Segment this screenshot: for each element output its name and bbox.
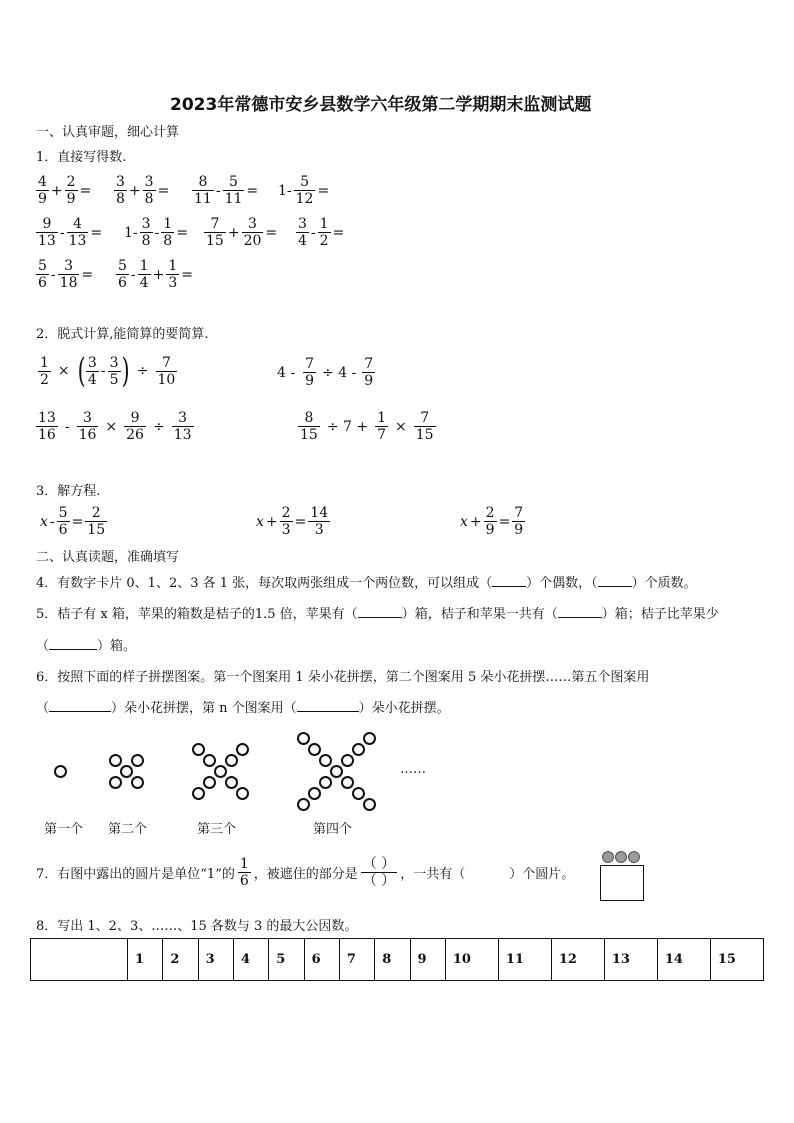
flower-circle xyxy=(308,743,321,756)
answer-blank[interactable] xyxy=(49,711,111,712)
q1-item: 1- $\frac{3}{8}$ - $\frac{1}{8}$ = xyxy=(124,216,188,249)
section-2-heading: 二、认真读题，准确填写 xyxy=(36,550,180,565)
fraction: $\frac{8}{15}$ xyxy=(300,410,318,443)
fraction: $\frac{1}{2}$ xyxy=(319,216,329,249)
fraction: $\frac{7}{10}$ xyxy=(157,354,176,388)
flower-circle xyxy=(319,754,332,767)
fraction: $\frac{5}{6}$ xyxy=(38,258,47,291)
q1-item: $\frac{3}{4}$ - $\frac{1}{2}$ = xyxy=(298,216,345,249)
fraction: $\frac{2}{9}$ xyxy=(66,174,76,207)
q1-item: $\frac{5}{6}$ - $\frac{3}{18}$ = xyxy=(38,258,94,291)
question-8-label: 8．写出 1、2、3、……、15 各数与 3 的最大公因数。 xyxy=(36,919,358,934)
table-header-cell: 5 xyxy=(269,939,304,981)
table-header-cell: 3 xyxy=(198,939,233,981)
fraction: $\frac{1}{4}$ xyxy=(139,258,149,291)
fraction: $\frac{7}{9}$ xyxy=(364,356,374,389)
flower-circle xyxy=(131,754,144,767)
answer-blank[interactable] xyxy=(358,617,402,618)
fraction: $\frac{4}{9}$ xyxy=(38,174,47,207)
fraction: $\frac{5}{6}$ xyxy=(58,505,68,538)
table-header-cell: 1 xyxy=(128,939,163,981)
flower-circle xyxy=(236,743,249,756)
question-6: 6．按照下面的样子拼摆图案。第一个图案用 1 朵小花拼摆，第二个图案用 5 朵小花拼摆……第五个图案用 xyxy=(36,670,650,685)
table-header-cell: 11 xyxy=(498,939,551,981)
fraction: $\frac{3}{16}$ xyxy=(78,410,97,443)
flower-circle xyxy=(297,732,310,745)
table-header-cell: 4 xyxy=(233,939,268,981)
q2-expression-3: $\frac{13}{16}$ - $\frac{3}{16}$ × $\frac{9}{26}$ ÷ $\frac{3}{13}$ xyxy=(38,410,192,443)
flower-circle xyxy=(225,776,238,789)
pattern-label-3: 第三个 xyxy=(197,822,237,837)
ellipsis: …… xyxy=(400,762,426,777)
q3-equation-3: x + $\frac{2}{9}$ = $\frac{7}{9}$ xyxy=(460,505,524,538)
fraction: $\frac{2}{9}$ xyxy=(485,505,495,538)
q2-expression-4: $\frac{8}{15}$ ÷ 7 + $\frac{1}{7}$ × $\frac{7}{15}$ xyxy=(300,410,434,443)
flower-circle xyxy=(203,754,216,767)
fraction: $\frac{( )}{( )}$ xyxy=(362,856,396,889)
fraction: $\frac{3}{20}$ xyxy=(243,216,262,249)
fraction: $\frac{9}{26}$ xyxy=(126,410,144,443)
fraction: $\frac{5}{11}$ xyxy=(224,174,243,207)
fraction: $\frac{2}{15}$ xyxy=(87,505,106,538)
flower-circle xyxy=(214,765,227,778)
question-3-label: 3．解方程. xyxy=(36,484,101,499)
flower-circle xyxy=(54,765,67,778)
table-header-cell: 6 xyxy=(304,939,339,981)
table-header-cell: 12 xyxy=(551,939,604,981)
cover-box xyxy=(600,865,644,901)
q1-item: $\frac{5}{6}$ - $\frac{1}{4}$ + $\frac{1}{3}$ = xyxy=(118,258,193,291)
section-1-heading: 一、认真审题，细心计算 xyxy=(36,125,180,140)
question-7: 7．右图中露出的圆片是单位“1”的 $\frac{1}{6}$ ，被遮住的部分是 $\frac{( )}{( )}$ ，一共有（ ）个圆片。 xyxy=(36,856,575,889)
table-header-cell: 15 xyxy=(710,939,763,981)
question-5-cont: （ ）箱。 xyxy=(36,639,137,654)
fraction: $\frac{1}{6}$ xyxy=(239,856,249,889)
flower-circle xyxy=(330,765,343,778)
pattern-label-4: 第四个 xyxy=(313,822,353,837)
q1-item: $\frac{3}{8}$ + $\frac{3}{8}$ = xyxy=(116,174,170,207)
fraction: $\frac{7}{15}$ xyxy=(415,410,434,443)
flower-circle xyxy=(192,787,205,800)
q1-item: $\frac{7}{15}$ + $\frac{3}{20}$ = xyxy=(206,216,278,249)
answer-blank[interactable] xyxy=(49,649,97,650)
q1-item: 1- $\frac{5}{12}$ = xyxy=(278,174,330,207)
flower-circle xyxy=(352,743,365,756)
table-header-cell: 2 xyxy=(163,939,198,981)
fraction: $\frac{3}{5}$ xyxy=(109,354,119,388)
q1-item: $\frac{9}{13}$ - $\frac{4}{13}$ = xyxy=(38,216,103,249)
fraction: $\frac{5}{6}$ xyxy=(118,258,127,291)
flower-circle xyxy=(341,754,354,767)
fraction: $\frac{3}{18}$ xyxy=(59,258,78,291)
pattern-label-1: 第一个 xyxy=(44,822,84,837)
fraction: $\frac{1}{3}$ xyxy=(168,258,178,291)
flower-circle xyxy=(319,776,332,789)
flower-circle xyxy=(352,787,365,800)
flower-circle xyxy=(341,776,354,789)
flower-circle xyxy=(192,743,205,756)
table-header-cell: 7 xyxy=(339,939,374,981)
flower-circle xyxy=(203,776,216,789)
question-5: 5．桔子有 x 箱，苹果的箱数是桔子的1.5 倍，苹果有（ ）箱，桔子和苹果一共有（ ）箱；桔子比苹果少 xyxy=(36,607,719,622)
fraction: $\frac{9}{13}$ xyxy=(38,216,56,249)
q2-expression-2: 4 - $\frac{7}{9}$ ÷ 4 - $\frac{7}{9}$ xyxy=(277,356,374,389)
question-1-label: 1．直接写得数. xyxy=(36,150,127,165)
flower-circle xyxy=(120,765,133,778)
fraction: $\frac{7}{9}$ xyxy=(514,505,524,538)
table-row xyxy=(31,939,764,981)
table-header-cell: 9 xyxy=(410,939,445,981)
q3-equation-1: x - $\frac{5}{6}$ = $\frac{2}{15}$ xyxy=(40,505,106,538)
flower-circle xyxy=(109,776,122,789)
flower-circle xyxy=(308,787,321,800)
page-title: 2023年常德市安乡县数学六年级第二学期期末监测试题 xyxy=(170,95,592,115)
fraction: $\frac{4}{13}$ xyxy=(68,216,87,249)
fraction: $\frac{3}{4}$ xyxy=(87,354,97,388)
table-header-cell: 14 xyxy=(657,939,710,981)
fraction: $\frac{7}{9}$ xyxy=(305,356,315,389)
question-4: 4．有数字卡片 0、1、2、3 各 1 张，每次取两张组成一个两位数，可以组成（ ）个偶数，（ ）个质数。 xyxy=(36,576,697,591)
fraction: $\frac{8}{11}$ xyxy=(194,174,212,207)
fraction: $\frac{3}{8}$ xyxy=(141,216,151,249)
fraction: $\frac{5}{12}$ xyxy=(295,174,314,207)
flower-circle xyxy=(363,798,376,811)
gcd-table xyxy=(30,938,764,981)
table-header-cell xyxy=(31,939,128,981)
table-header-cell: 8 xyxy=(375,939,410,981)
answer-blank[interactable] xyxy=(297,711,359,712)
q1-item: $\frac{8}{11}$ - $\frac{5}{11}$ = xyxy=(194,174,259,207)
fraction: $\frac{1}{2}$ xyxy=(40,354,49,388)
answer-blank[interactable] xyxy=(598,586,632,587)
fraction: $\frac{3}{13}$ xyxy=(173,410,192,443)
fraction: $\frac{14}{3}$ xyxy=(310,505,329,538)
pattern-label-2: 第二个 xyxy=(108,822,148,837)
fraction: $\frac{3}{4}$ xyxy=(298,216,307,249)
fraction: $\frac{3}{8}$ xyxy=(116,174,125,207)
flower-circle xyxy=(297,798,310,811)
table-header-cell: 10 xyxy=(445,939,498,981)
question-2-label: 2．脱式计算,能简算的要简算. xyxy=(36,327,209,342)
question-6-cont: （ ）朵小花拼摆，第 n 个图案用（ ）朵小花拼摆。 xyxy=(36,701,450,716)
q3-equation-2: x + $\frac{2}{3}$ = $\frac{14}{3}$ xyxy=(256,505,329,538)
fraction: $\frac{1}{8}$ xyxy=(163,216,173,249)
flower-circle xyxy=(225,754,238,767)
fraction: $\frac{3}{8}$ xyxy=(144,174,154,207)
fraction: $\frac{7}{15}$ xyxy=(206,216,224,249)
fraction: $\frac{1}{7}$ xyxy=(377,410,387,443)
answer-blank[interactable] xyxy=(492,586,526,587)
answer-blank[interactable] xyxy=(558,617,602,618)
fraction: $\frac{2}{3}$ xyxy=(281,505,291,538)
flower-circle xyxy=(236,787,249,800)
flower-circle xyxy=(109,754,122,767)
q2-expression-1: $\frac{1}{2}$ × ( $\frac{3}{4}$ - $\frac{3}{5}$ ) ÷ $\frac{7}{10}$ xyxy=(40,351,176,391)
fraction: $\frac{13}{16}$ xyxy=(38,410,56,443)
flower-circle xyxy=(363,732,376,745)
flower-circle xyxy=(131,776,144,789)
table-header-cell: 13 xyxy=(604,939,657,981)
q1-item: $\frac{4}{9}$ + $\frac{2}{9}$ = xyxy=(38,174,92,207)
